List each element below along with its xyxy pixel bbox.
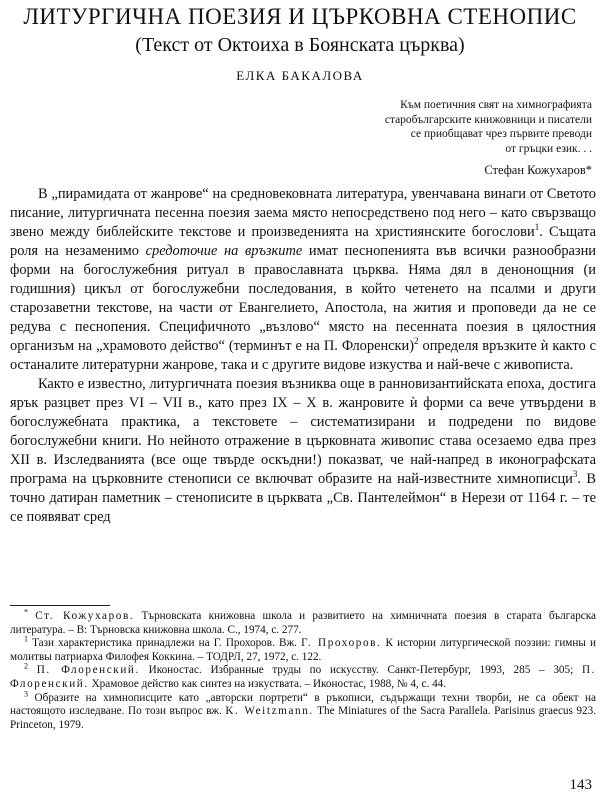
epigraph-author: Стефан Кожухаров*: [484, 163, 592, 177]
footnote-ref-3: 3: [572, 469, 578, 480]
footnote-1: $^1$ Тази характеристика принадлежи на Г. Прохоров. Вж. Г. Прохоров. К истории литургической поэзии: гимны и молитвы патриарха Филофея Коккина. – ТОДРЛ, 27, 1972, с. 122.: [10, 634, 596, 663]
epigraph-line: от гръцки език. . .: [505, 142, 592, 155]
page-number: 143: [569, 777, 592, 793]
article-subtitle: (Текст от Октоиха в Боянската църква): [135, 34, 465, 56]
epigraph-line: старобългарските книжовници и писатели: [384, 113, 592, 126]
body-paragraph-1: В „пирамидата от жанрове“ на средновековната литература, увенчавана винаги от Светото писание, литургичната песенна поезия заема място непосредствено под него – като свързващо звено между библейските текстове и произведенията на християнските богослови$^1$. Същата роля на незаменимо средоточие на връзките имат песнопенията във всички разнообразни форми на богослужебния ритуал в православната църква. Няма дял в денонощния (и годишния) цикъл от богослужебни последования, в който четенето на псалми и други старозаветни текстове, на части от Евангелието, Апостола, на жития и проповеди да не се редува с песнопения. Специфичното „възлово“ място на песенната поезия в цялостния организъм на „храмовото действо“ (терминът е на П. Флоренски)$^2$ определя връзките ѝ както с останалите литературни жанрове, така и с другите видове изкуства и най-вече с живописта.: [10, 186, 597, 373]
epigraph-line: се приобщават чрез първите преводи: [410, 128, 592, 140]
article-body: [10, 185, 596, 527]
footnotes: [10, 607, 597, 732]
footnote-ref-2: 2: [414, 336, 419, 347]
epigraph-line: Към поетичния свят на химнографията: [400, 99, 592, 111]
epigraph: [292, 98, 592, 156]
emphasis-text: средоточие на връзките: [145, 243, 303, 259]
article-title: ЛИТУРГИЧНА ПОЕЗИЯ И ЦЪРКОВНА СТЕНОПИС: [23, 4, 577, 29]
footnote-divider: [10, 605, 110, 606]
footnote-ref-1: 1: [534, 222, 540, 233]
article-author: ЕЛКА БАКАЛОВА: [236, 68, 364, 83]
body-paragraph-2: Както е известно, литургичната поезия възниква още в ранновизантийската епоха, достига ярък разцвет през VI – VII в., като през IX – X в. жанровите ѝ форми са вече утвърдени в богослужебната практика, а текстовете – систематизирани и подредени по видове богослужебни книги. Но нейното отражение в църковната живопис става осезаемо едва през XII в. Изследванията (все още твърде оскъдни!) показват, че най-напред в иконографската програма на църковните стенописи се включват образите на най-известните химнописци$^3$. В точно датиран паметник – стенописите в църквата „Св. Пантелеймон“ в Нерези от 1164 г. – те се появяват сред: [10, 376, 596, 525]
footnote-2: $^2$ П. Флоренский. Иконостас. Избранные труды по искусству. Санкт-Петербург, 1993, 285 – 305; П. Флоренский. Храмовое действо как синтез на изкуствата. – Иконостас, 1988, № 4, с. 44.: [10, 661, 597, 690]
footnote-star: * Ст. Кожухаров. Търновската книжовна школа и развитието на химничната поезия в старата българска литература. – В: Търновска книжовна школа. С., 1974, с. 277.: [10, 607, 597, 636]
footnote-3: $^3$ Образите на химнописците като „авторски портрети“ в ръкописи, съдържащи техни творби, не са обект на настоящото изследване. По този въпрос вж. K. Weitzmann. The Miniatures of the Sacra Parallela. Parisinus graecus 923. Princeton, 1979.: [10, 688, 596, 731]
